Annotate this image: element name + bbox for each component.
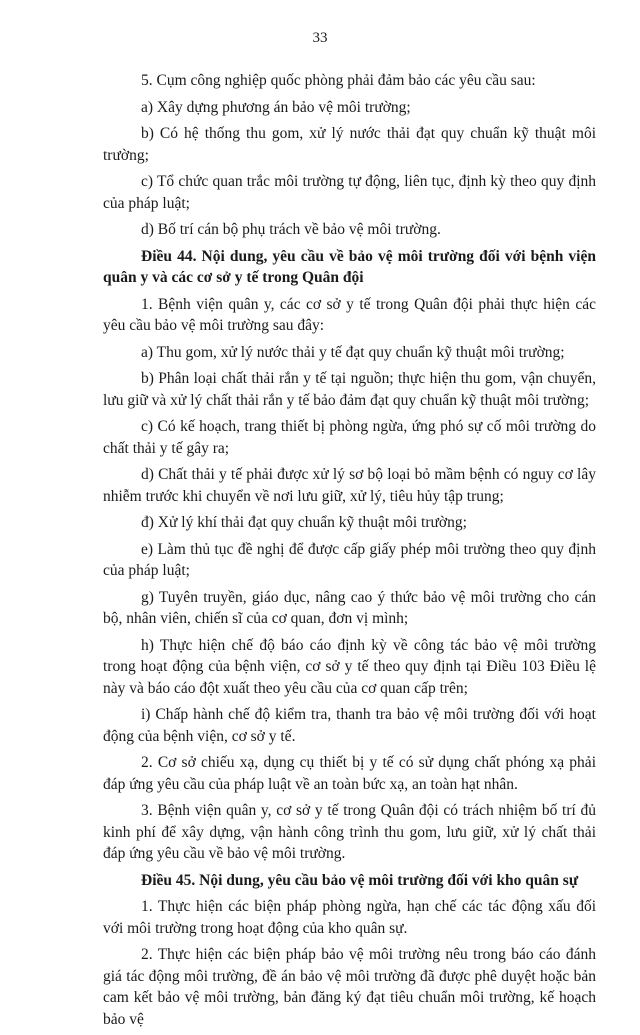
paragraph: a) Thu gom, xử lý nước thải y tế đạt quy chuẩn kỹ thuật môi trường; [141,343,565,361]
paragraph: d) Bố trí cán bộ phụ trách về bảo vệ môi trường. [141,221,441,238]
paragraph: c) Có kế hoạch, trang thiết bị phòng ngừa, ứng phó sự cố môi trường do chất thải y tế gây ra; [103,418,596,457]
document-body [103,70,596,1035]
paragraph: 2. Cơ sở chiếu xạ, dụng cụ thiết bị y tế có sử dụng chất phóng xạ phải đáp ứng yêu cầu của pháp luật về an toàn bức xạ, an toàn hạt nhân. [103,754,596,793]
paragraph: b) Có hệ thống thu gom, xử lý nước thải đạt quy chuẩn kỹ thuật môi trường; [103,125,596,164]
paragraph: d) Chất thải y tế phải được xử lý sơ bộ loại bỏ mầm bệnh có nguy cơ lây nhiễm trước khi chuyển về nơi lưu giữ, xử lý, tiêu hủy tập trung; [103,466,596,505]
paragraph: e) Làm thủ tục đề nghị để được cấp giấy phép môi trường theo quy định của pháp luật; [103,540,596,579]
paragraph: b) Phân loại chất thải rắn y tế tại nguồn; thực hiện thu gom, vận chuyển, lưu giữ và xử lý chất thải rắn y tế bảo đảm đạt quy chuẩn kỹ thuật môi trường; [103,370,596,409]
article-heading: Điều 45. Nội dung, yêu cầu bảo vệ môi trường đối với kho quân sự [141,871,579,889]
paragraph: a) Xây dựng phương án bảo vệ môi trường; [141,98,411,116]
paragraph: 3. Bệnh viện quân y, cơ sở y tế trong Quân đội có trách nhiệm bố trí đủ kinh phí để xây dựng, vận hành công trình thu gom, lưu giữ, xử lý chất thải đáp ứng yêu cầu về bảo vệ môi trường. [103,802,596,862]
paragraph: 5. Cụm công nghiệp quốc phòng phải đảm bảo các yêu cầu sau: [141,72,536,89]
paragraph: c) Tổ chức quan trắc môi trường tự động, liên tục, định kỳ theo quy định của pháp luật; [103,173,596,212]
paragraph: 1. Thực hiện các biện pháp phòng ngừa, hạn chế các tác động xấu đối với môi trường trong hoạt động của kho quân sự. [103,898,596,937]
paragraph: đ) Xử lý khí thải đạt quy chuẩn kỹ thuật môi trường; [141,514,467,531]
page-number: 33 [312,30,328,46]
article-heading: Điều 44. Nội dung, yêu cầu về bảo vệ môi trường đối với bệnh viện quân y và các cơ sở y tế trong Quân đội [103,247,596,286]
paragraph: 2. Thực hiện các biện pháp bảo vệ môi trường nêu trong báo cáo đánh giá tác động môi trường, đề án bảo vệ môi trường đã được phê duyệt hoặc bản cam kết bảo vệ môi trường, bản đăng ký đạt tiêu chuẩn môi trường, kế hoạch bảo vệ [103,946,596,1028]
paragraph: i) Chấp hành chế độ kiểm tra, thanh tra bảo vệ môi trường đối với hoạt động của bệnh viện, cơ sở y tế. [103,706,596,745]
paragraph: 1. Bệnh viện quân y, các cơ sở y tế trong Quân đội phải thực hiện các yêu cầu bảo vệ môi trường sau đây: [103,295,596,334]
paragraph: g) Tuyên truyền, giáo dục, nâng cao ý thức bảo vệ môi trường cho cán bộ, nhân viên, chiến sĩ của cơ quan, đơn vị mình; [103,588,596,627]
paragraph: h) Thực hiện chế độ báo cáo định kỳ về công tác bảo vệ môi trường trong hoạt động của bệnh viện, cơ sở y tế theo quy định tại Điều 103 Điều lệ này và báo cáo đột xuất theo yêu cầu của cơ quan cấp trên; [103,636,596,697]
